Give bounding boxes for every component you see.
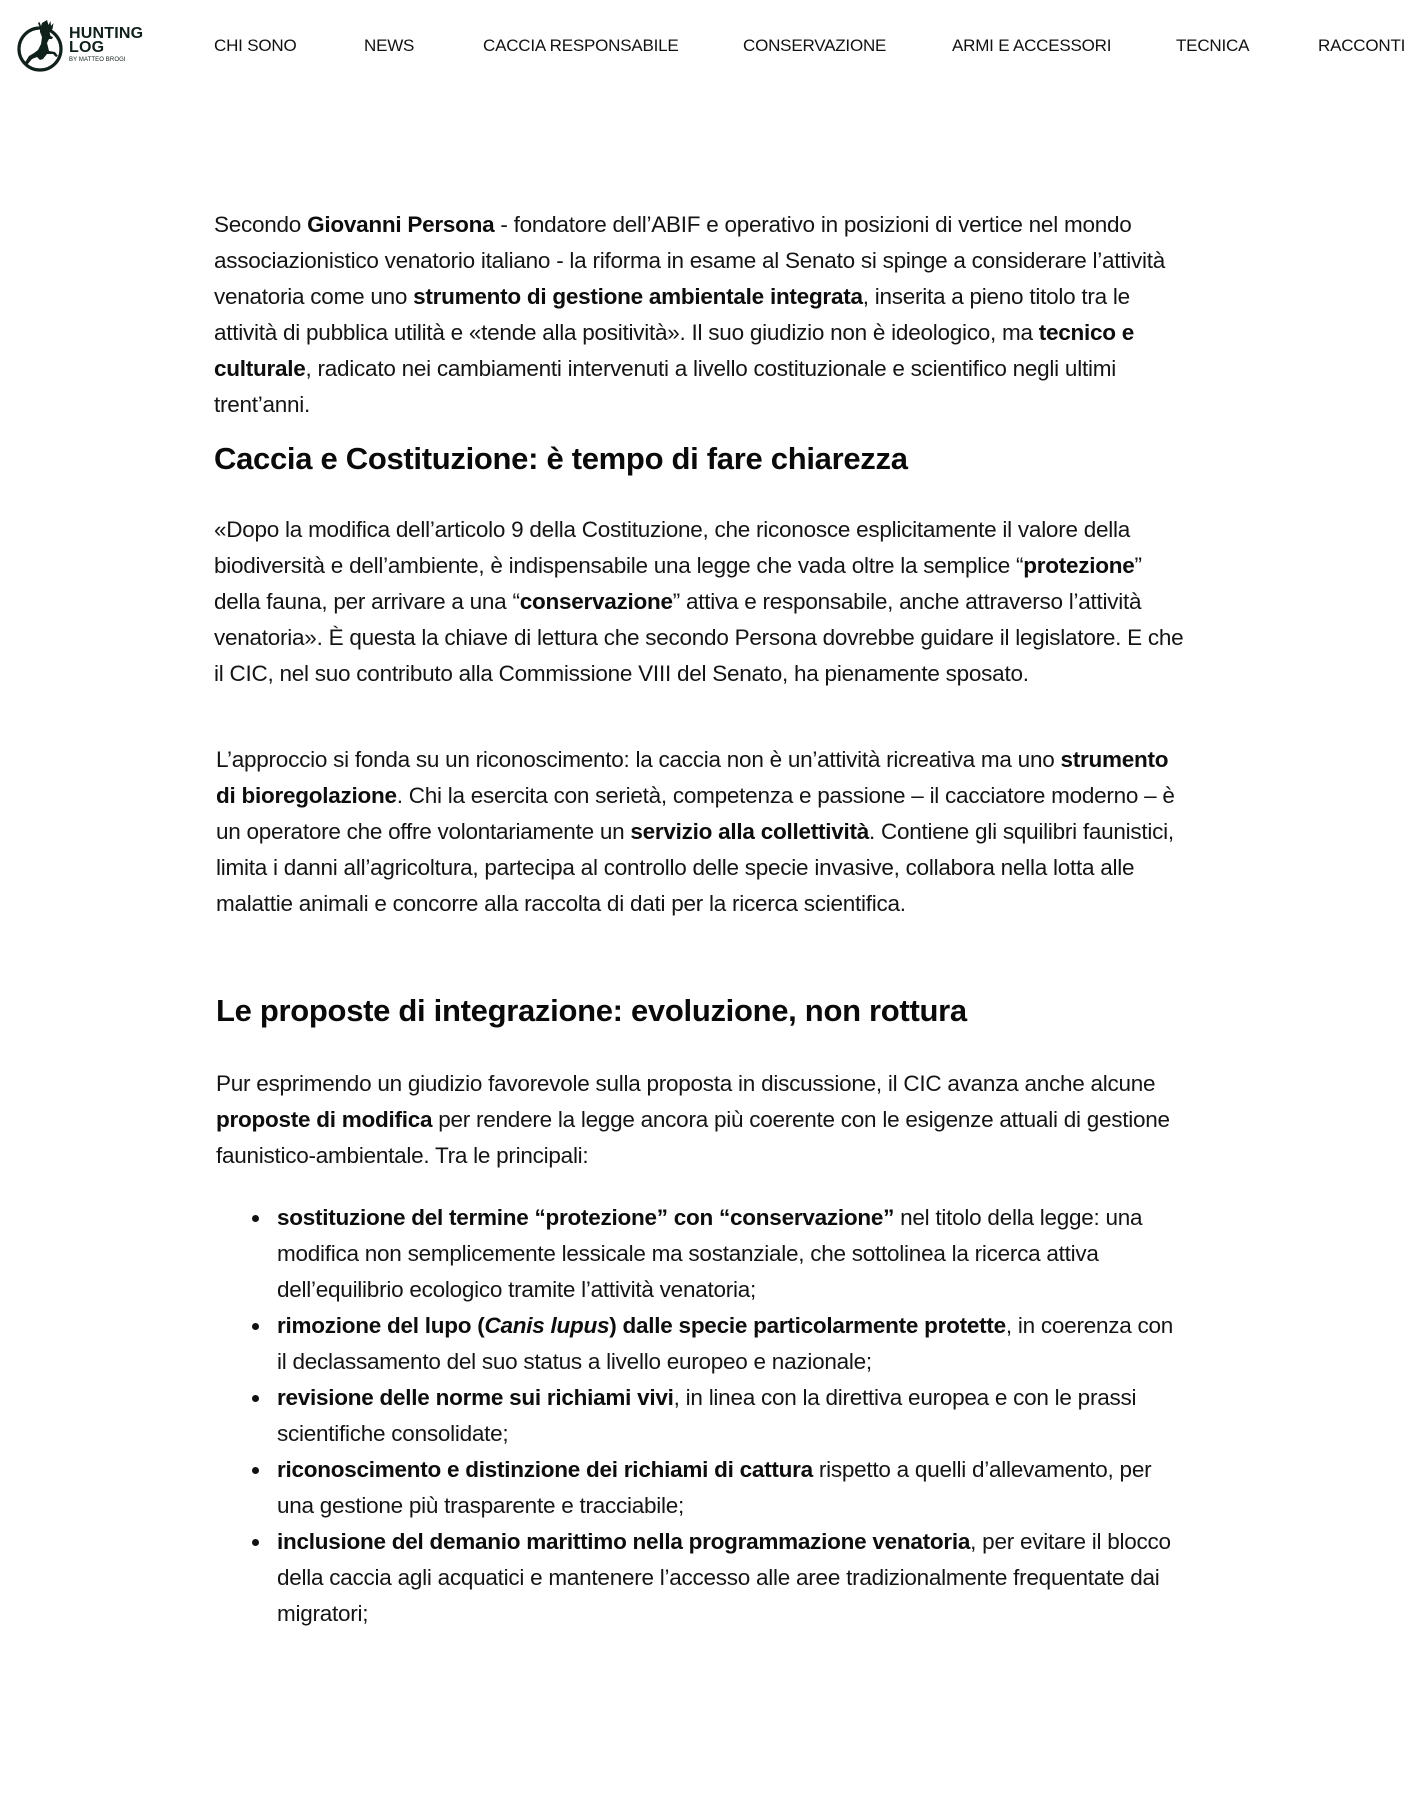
nav-item-racconti[interactable]: RACCONTI (1318, 36, 1406, 55)
intro-paragraph: Secondo Giovanni Persona - fondatore dell’ABIF e operativo in posizioni di vertice nel mondo associazionistico venatorio italiano - la riforma in esame al Senato si spinge a considerare l’attività venatoria come uno strumento di gestione ambientale integrata, inserita a pieno titolo tra le attività di pubblica utilità e «tende alla positività». Il suo giudizio non è ideologico, ma tecnico e culturale, radicato nei cambiamenti intervenuti a livello costituzionale e scientifico negli ultimi trent’anni. (214, 212, 1165, 417)
nav-item-caccia-responsabile[interactable]: CACCIA RESPONSABILE (483, 36, 679, 55)
list-item: revisione delle norme sui richiami vivi, in linea con la direttiva europea e con le prassi scientifiche consolidate; (246, 1380, 1176, 1452)
nav-item-chi-sono[interactable]: CHI SONO (214, 36, 297, 55)
logo-line-1: HUNTING (69, 25, 144, 42)
section-heading-proposte: Le proposte di integrazione: evoluzione, non rottura (216, 993, 967, 1028)
site-header (0, 0, 1428, 92)
list-item: rimozione del lupo (Canis lupus) dalle specie particolarmente protette, in coerenza con il declassamento del suo status a livello europeo e nazionale; (246, 1308, 1176, 1380)
species-name: Canis lupus (484, 1313, 610, 1338)
paragraph-approccio: L’approccio si fonda su un riconoscimento: la caccia non è un’attività ricreativa ma uno strumento di bioregolazione. Chi la esercita con serietà, competenza e passione – il cacciatore moderno – è un operatore che offre volontariamente un servizio alla collettività. Contiene gli squilibri faunistici, limita i danni all’agricoltura, partecipa al controllo delle specie invasive, collabora nella lotta alle malattie animali e concorre alla raccolta di dati per la ricerca scientifica. (216, 747, 1175, 916)
bullet-icon (252, 1395, 259, 1402)
list-item: sostituzione del termine “protezione” con “conservazione” nel titolo della legge: una modifica non semplicemente lessicale ma sostanziale, che sottolinea la ricerca attiva dell’equilibrio ecologico tramite l’attività venatoria; (246, 1200, 1176, 1308)
emphasis: strumento di bioregolazione (216, 747, 1169, 808)
nav-item-tecnica[interactable]: TECNICA (1176, 36, 1250, 55)
nav-item-conservazione[interactable]: CONSERVAZIONE (743, 36, 887, 55)
emphasis: proposte di modifica (216, 1107, 433, 1132)
section-heading-costituzione: Caccia e Costituzione: è tempo di fare chiarezza (214, 441, 908, 476)
main-nav (0, 36, 1428, 56)
paragraph-costituzione: «Dopo la modifica dell’articolo 9 della Costituzione, che riconosce esplicitamente il valore della biodiversità e dell’ambiente, è indispensabile una legge che vada oltre la semplice “protezione” della fauna, per arrivare a una “conservazione” attiva e responsabile, anche attraverso l’attività venatoria». È questa la chiave di lettura che secondo Persona dovrebbe guidare il legislatore. E che il CIC, nel suo contributo alla Commissione VIII del Senato, ha pienamente sposato. (214, 517, 1184, 686)
bullet-icon (252, 1215, 259, 1222)
emphasis: Giovanni Persona (307, 212, 495, 237)
bullet-icon (252, 1467, 259, 1474)
bullet-icon (252, 1539, 259, 1546)
list-item: inclusione del demanio marittimo nella programmazione venatoria, per evitare il blocco della caccia agli acquatici e mantenere l’accesso alle aree tradizionalmente frequentate dai migratori; (246, 1524, 1176, 1632)
logo-byline: BY MATTEO BROGI (69, 57, 126, 63)
emphasis: strumento di gestione ambientale integrata (413, 284, 863, 309)
emphasis: servizio alla collettività (630, 819, 869, 844)
emphasis: conservazione (519, 589, 673, 614)
bullet-icon (252, 1323, 259, 1330)
proposals-list (246, 1200, 1176, 1632)
paragraph-proposte: Pur esprimendo un giudizio favorevole sulla proposta in discussione, il CIC avanza anche alcune proposte di modifica per rendere la legge ancora più coerente con le esigenze attuali di gestione faunistico-ambientale. Tra le principali: (216, 1071, 1170, 1168)
list-item: riconoscimento e distinzione dei richiami di cattura rispetto a quelli d’allevamento, per una gestione più trasparente e tracciabile; (246, 1452, 1176, 1524)
emphasis: protezione (1023, 553, 1135, 578)
nav-item-news[interactable]: NEWS (364, 36, 415, 55)
emphasis: tecnico e culturale (214, 320, 1135, 381)
logo-line-2: LOG (69, 39, 105, 56)
nav-item-armi-e-accessori[interactable]: ARMI E ACCESSORI (952, 36, 1112, 55)
